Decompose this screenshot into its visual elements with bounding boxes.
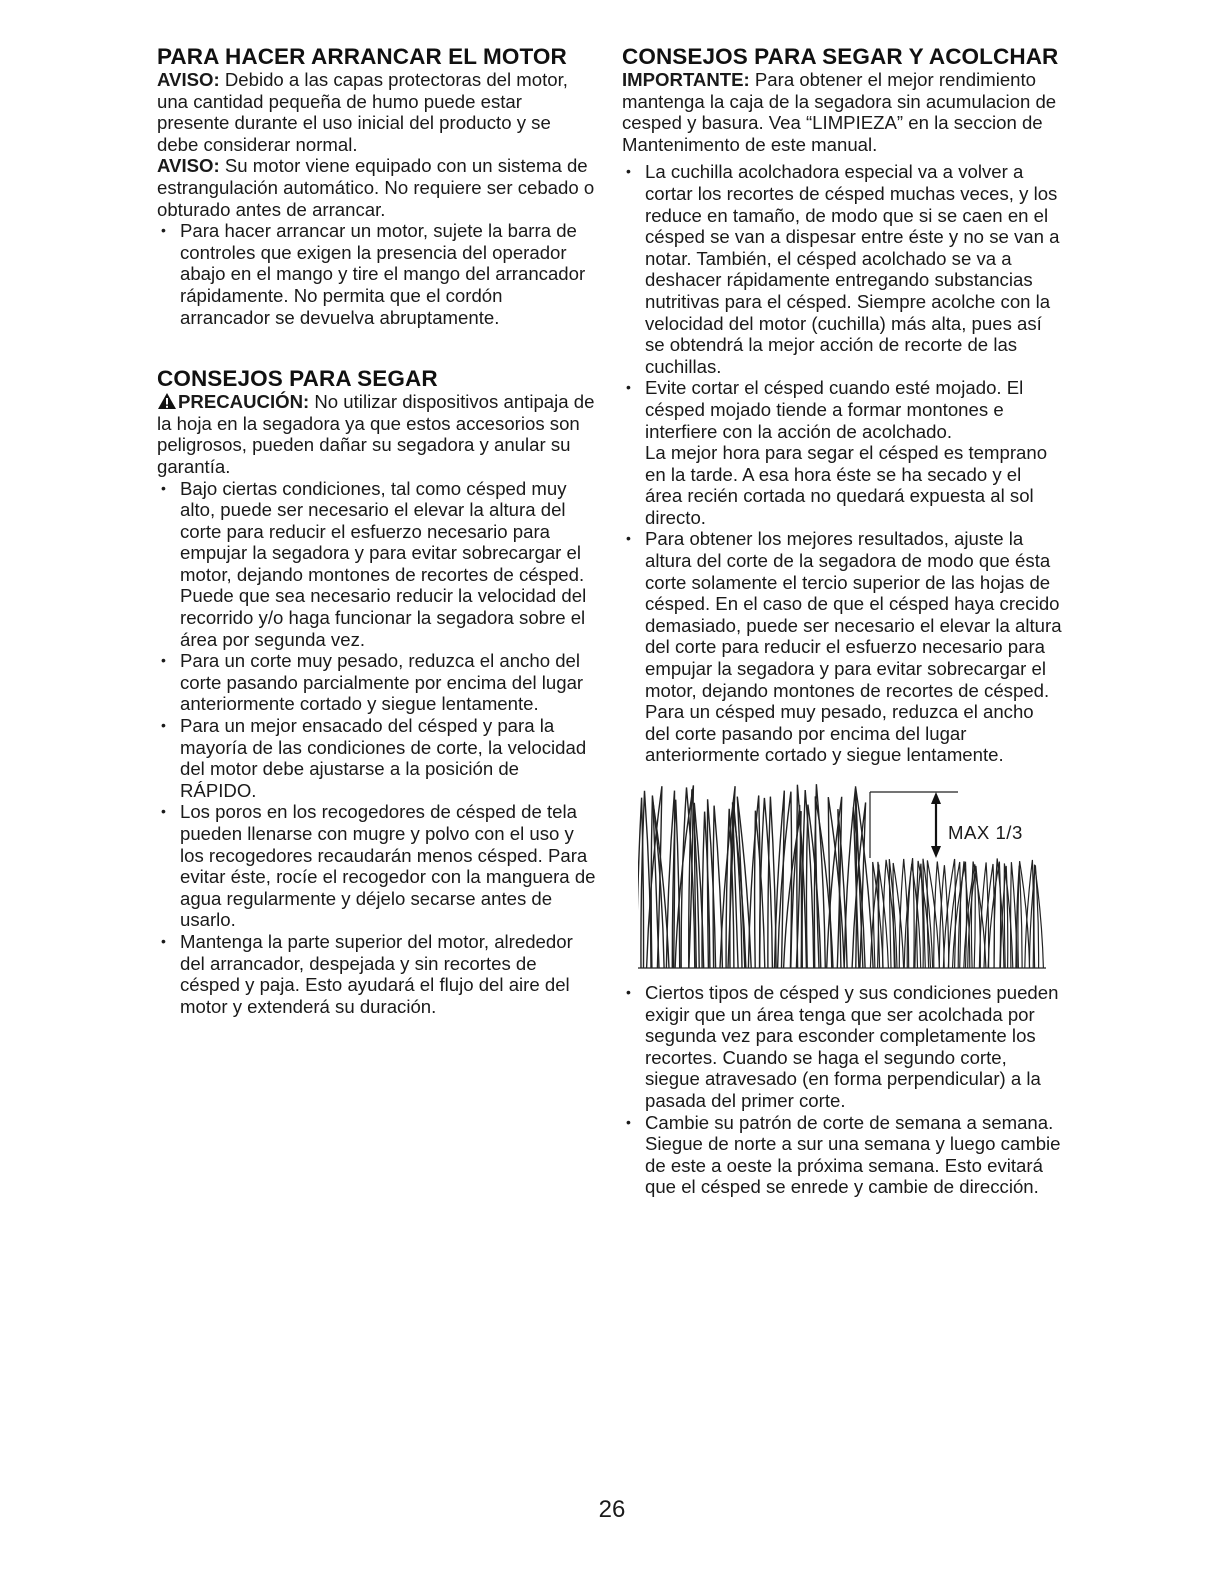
aviso-label: AVISO: bbox=[157, 69, 220, 90]
importante-paragraph bbox=[622, 69, 1062, 155]
aviso-smoke-paragraph bbox=[157, 69, 597, 155]
bullet: • bbox=[626, 379, 631, 396]
list-item: • Ciertos tipos de césped y sus condiciones pueden exigir que un área tenga que ser acolchada por segunda vez para esconder completamente los recortes. Cuando se haga el segundo corte, siegue atravesado (en forma perpendicular) a la pasada del primer corte. bbox=[626, 982, 1059, 1111]
bullet: • bbox=[626, 984, 631, 1000]
list-item: • Para hacer arrancar un motor, sujete la barra de controles que exigen la presencia del operador abajo en el mango y tire el mango del arrancador rápidamente. No permita que el cordón arrancador se devuelva abruptamente. bbox=[161, 220, 586, 328]
precaucion-text: No utilizar dispositivos antipaja de la hoja en la segadora ya que estos accesorios son peligrosos, pueden dañar su segadora y anular su garantía. bbox=[157, 391, 595, 477]
bullet: • bbox=[161, 932, 166, 949]
grass-blade bbox=[904, 858, 914, 968]
importante-label: IMPORTANTE: bbox=[622, 69, 750, 90]
heading-starting-engine: PARA HACER ARRANCAR EL MOTOR bbox=[157, 44, 567, 69]
max-one-third-label: MAX 1/3 bbox=[948, 822, 1023, 843]
grass-blade bbox=[971, 862, 986, 969]
list-item: • La cuchilla acolchadora especial va a volver a cortar los recortes de césped muchas veces, y los reduce en tamaño, de modo que si se caen en el césped se van a dispesar entre éste y no se van a notar. También, el césped acolchado se va a deshacer rápidamente entregando substancias nutritivas para el césped. Siempre acolche con la velocidad del motor (cuchilla) más alta, pues así se obtendrá la mejor acción de recorte de las cuchillas. bbox=[626, 161, 1060, 377]
list-item: • Para un mejor ensacado del césped y para la mayoría de las condiciones de corte, la velocidad del motor debe ajustarse a la posición de RÁPIDO. bbox=[161, 715, 587, 801]
page-number: 26 bbox=[598, 1496, 626, 1523]
arrow-down-icon bbox=[931, 846, 941, 858]
heading-mowing-tips: CONSEJOS PARA SEGAR bbox=[157, 366, 438, 392]
bullet: • bbox=[161, 222, 166, 239]
list-item: • Los poros en los recogedores de césped de tela pueden llenarse con mugre y polvo con el uso y los recogedores recaudarán menos césped. Para evitar éste, rocíe el recogedor con la manguera de agua regularmente y déjelo secarse antes de usarlo. bbox=[161, 801, 596, 931]
list-item: • Para obtener los mejores resultados, ajuste la altura del corte de la segadora de modo que ésta corte solamente el tercio superior de las hojas de césped. En el caso de que el césped haya crecido demasiado, puede ser necesario el elevar la altura del corte para reducir el esfuerzo necesario para empujar la segadora y para evitar sobrecargar el motor, dejando montones de recortes de césped. Para un césped muy pesado, reduzca el ancho del corte pasando por encima del lugar anteriormente cortado y siegue lentamente. bbox=[626, 528, 1062, 766]
importante-text: Para obtener el mejor rendimiento mantenga la caja de la segadora sin acumulacion de cesped y basura. Vea “LIMPIEZA” en la seccion de Mantenimento de este manual. bbox=[622, 69, 1057, 155]
bullet: • bbox=[626, 530, 631, 547]
additional-tips-list bbox=[622, 982, 1062, 1198]
starting-bullet-list bbox=[157, 220, 597, 328]
bullet: • bbox=[161, 652, 166, 669]
bullet: • bbox=[161, 717, 166, 734]
list-item: • Evite cortar el césped cuando esté mojado. El césped mojado tiende a formar montones e interfiere con la acción de acolchado. La mejor hora para segar el césped es temprano en la tarde. A esa hora éste se ha secado y el área recién cortada no quedará expuesta al sol directo. bbox=[626, 377, 1048, 528]
precaucion-label: PRECAUCIÓN: bbox=[178, 391, 310, 413]
mulching-tips-list bbox=[622, 161, 1062, 766]
list-item: • Mantenga la parte superior del motor, alrededor del arrancador, despejada y sin recortes de césped y paja. Esto ayudará el flujo del aire del motor y extenderá su duración. bbox=[161, 930, 573, 1017]
list-item: • Cambie su patrón de corte de semana a semana. Siegue de norte a sur una semana y luego cambie de este a oeste la próxima semana. Esto evitará que el césped se enrede y cambie de dirección. bbox=[626, 1111, 1061, 1198]
list-item: • Bajo ciertas condiciones, tal como césped muy alto, puede ser necesario el elevar la altura del corte para reducir el esfuerzo necesario para empujar la segadora y para evitar sobrecargar el motor, dejando montones de recortes de césped. Puede que sea necesario reducir la velocidad del recorrido y/o haga funcionar la segadora sobre el área por segunda vez. bbox=[161, 477, 587, 650]
bullet: • bbox=[626, 163, 631, 180]
mowing-tips-list bbox=[157, 478, 597, 1018]
warning-triangle-icon bbox=[157, 392, 177, 410]
aviso-text: Su motor viene equipado con un sistema de estrangulación automático. No requiere ser cebado o obturado antes de arrancar. bbox=[157, 155, 595, 220]
precaucion-paragraph bbox=[157, 391, 597, 477]
list-item: • Para un corte muy pesado, reduzca el ancho del corte pasando parcialmente por encima del lugar anteriormente cortado y siegue lentamente. bbox=[161, 650, 584, 715]
aviso-choke-paragraph bbox=[157, 155, 597, 220]
grass-illustration-svg bbox=[638, 780, 1046, 970]
heading-mulching-tips: CONSEJOS PARA SEGAR Y ACOLCHAR bbox=[622, 44, 1059, 69]
right-column bbox=[622, 44, 1062, 1198]
bullet: • bbox=[161, 803, 166, 820]
aviso-text: Debido a las capas protectoras del motor, una cantidad pequeña de humo puede estar presente durante el uso inicial del producto y se debe considerar normal. bbox=[157, 69, 568, 155]
arrow-up-icon bbox=[931, 792, 941, 804]
bullet: • bbox=[161, 479, 166, 496]
grass-height-illustration bbox=[638, 780, 1046, 970]
aviso-label: AVISO: bbox=[157, 155, 220, 177]
bullet: • bbox=[626, 1113, 631, 1130]
left-column bbox=[157, 44, 597, 1017]
